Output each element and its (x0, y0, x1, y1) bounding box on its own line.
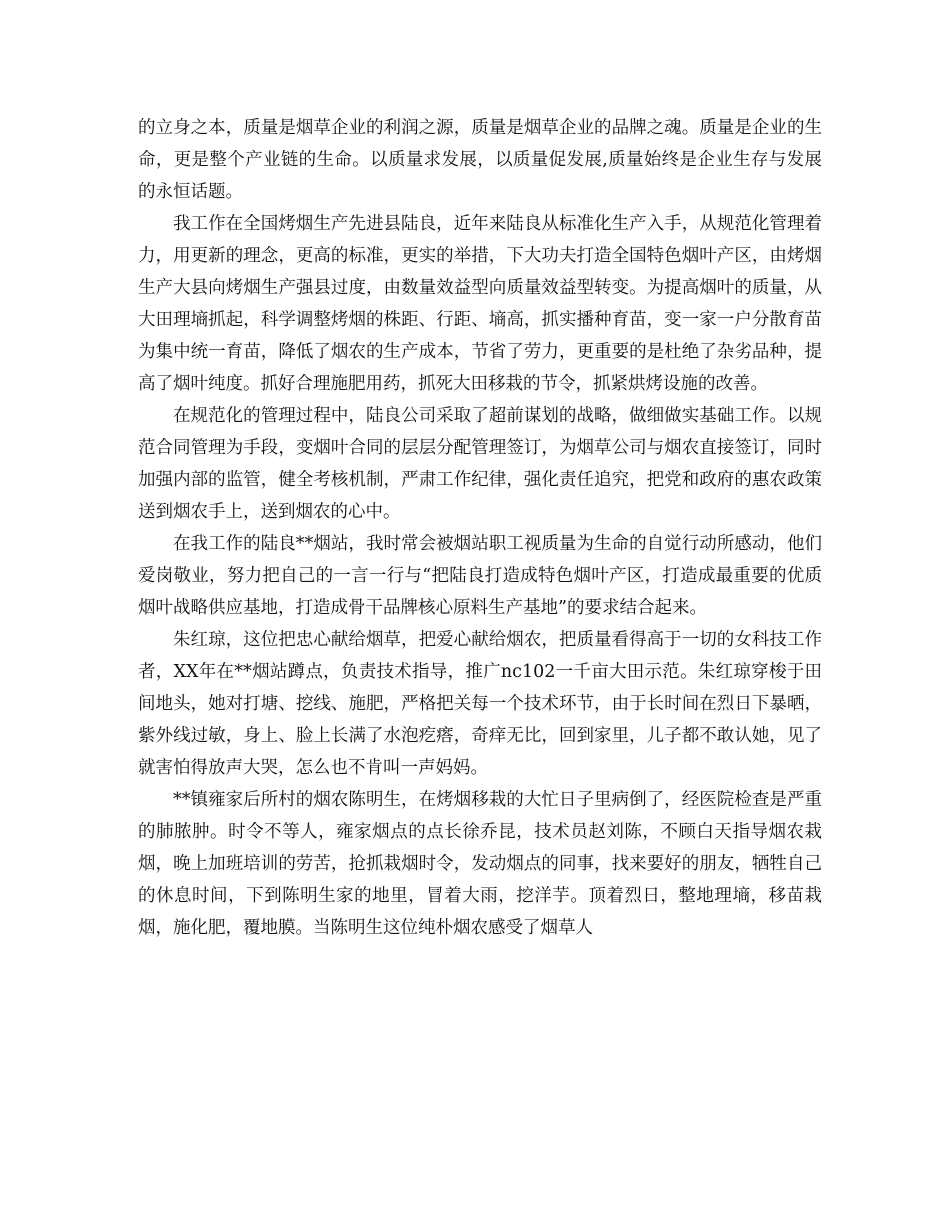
paragraph-3: 在规范化的管理过程中，陆良公司采取了超前谋划的战略，做细做实基础工作。以规范合同管理为手段，变烟叶合同的层层分配管理签订，为烟草公司与烟农直接签订，同时加强内部的监管，健全考核机制，严肃工作纪律，强化责任追究，把党和政府的惠农政策送到烟农手上，送到烟农的心中。 (138, 406, 822, 522)
document-body (138, 112, 822, 944)
paragraph-6: **镇雍家后所村的烟农陈明生，在烤烟移栽的大忙日子里病倒了，经医院检查是严重的肺脓肿。时令不等人，雍家烟点的点长徐乔昆，技术员赵刘陈，不顾白天指导烟农栽烟，晚上加班培训的劳苦，抢抓栽烟时令，发动烟点的同事，找来要好的朋友，牺牲自己的休息时间，下到陈明生家的地里，冒着大雨，挖洋芋。顶着烈日，整地理墒，移苗栽烟，施化肥，覆地膜。当陈明生这位纯朴烟农感受了烟草人 (138, 790, 822, 938)
paragraph-4: 在我工作的陆良**烟站，我时常会被烟站职工视质量为生命的自觉行动所感动，他们爱岗敬业，努力把自己的一言一行与“把陆良打造成特色烟叶产区，打造成最重要的优质烟叶战略供应基地，打造成骨干品牌核心原料生产基地”的要求结合起来。 (138, 534, 822, 618)
paragraph-1: 的立身之本，质量是烟草企业的利润之源，质量是烟草企业的品牌之魂。质量是企业的生命，更是整个产业链的生命。以质量求发展，以质量促发展,质量始终是企业生存与发展的永恒话题。 (138, 118, 822, 202)
paragraph-5: 朱红琼，这位把忠心献给烟草，把爱心献给烟农，把质量看得高于一切的女科技工作者，XX年在**烟站蹲点，负责技术指导，推广nc102一千亩大田示范。朱红琼穿梭于田间地头，她对打塘、挖线、施肥，严格把关每一个技术环节，由于长时间在烈日下暴晒，紫外线过敏，身上、脸上长满了水泡疙瘩，奇痒无比，回到家里，儿子都不敢认她，见了就害怕得放声大哭，怎么也不肯叫一声妈妈。 (138, 630, 822, 778)
paragraph-2: 我工作在全国烤烟生产先进县陆良，近年来陆良从标准化生产入手，从规范化管理着力，用更新的理念，更高的标准，更实的举措，下大功夫打造全国特色烟叶产区，由烤烟生产大县向烤烟生产强县过度，由数量效益型向质量效益型转变。为提高烟叶的质量，从大田理墒抓起，科学调整烤烟的株距、行距、墒高，抓实播种育苗，变一家一户分散育苗为集中统一育苗，降低了烟农的生产成本，节省了劳力，更重要的是杜绝了杂劣品种，提高了烟叶纯度。抓好合理施肥用药，抓死大田移栽的节令，抓紧烘烤设施的改善。 (138, 214, 822, 394)
